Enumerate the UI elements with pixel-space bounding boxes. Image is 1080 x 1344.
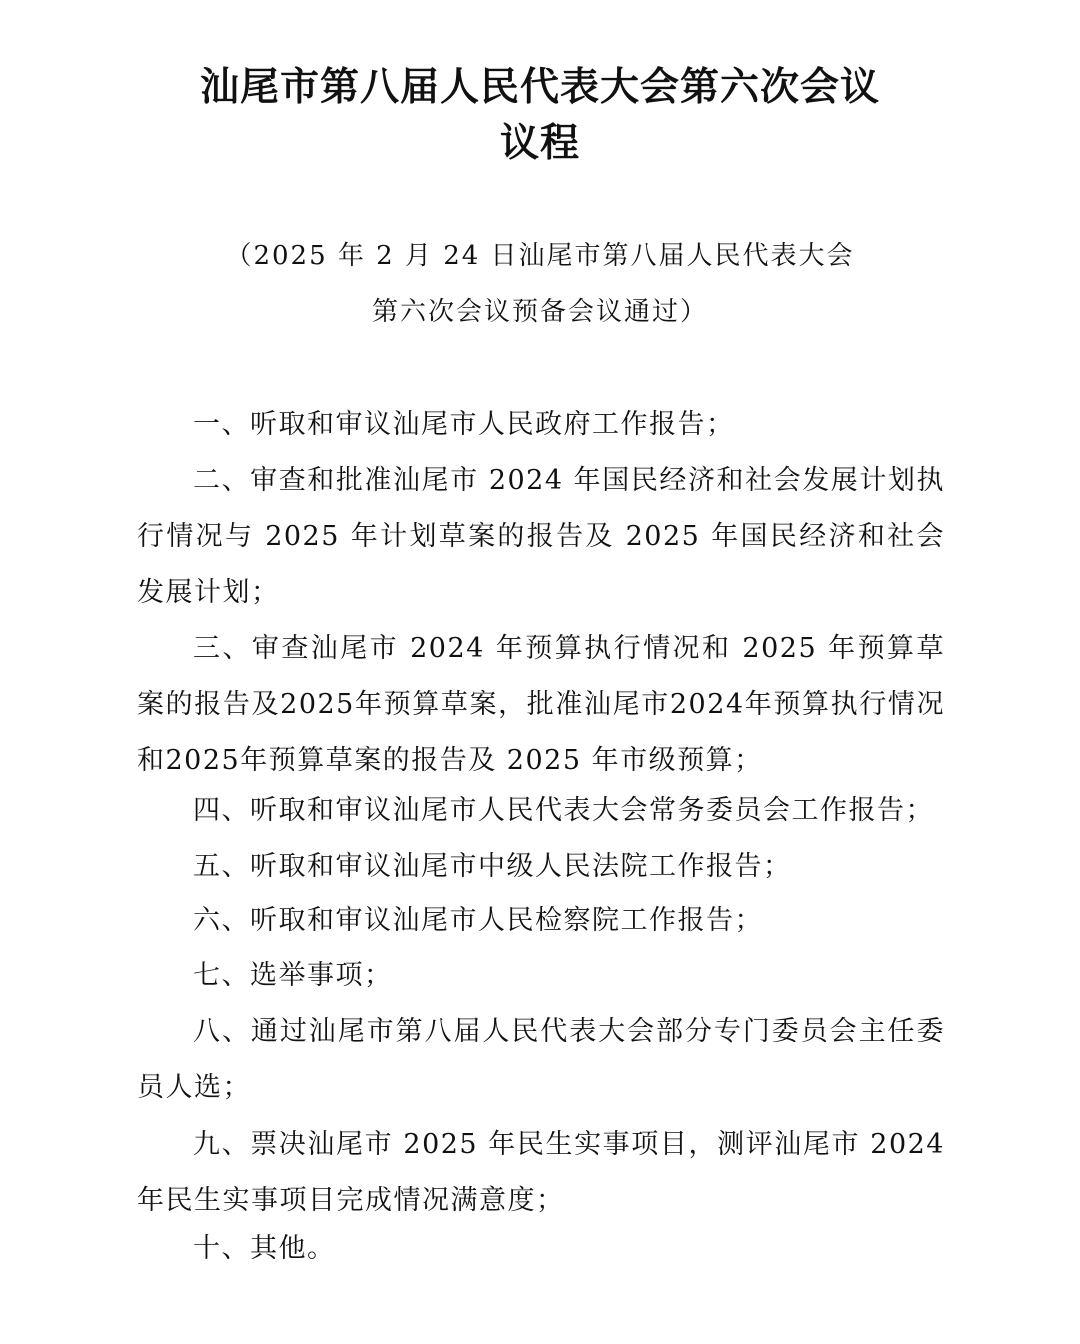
agenda-item-8: 八、通过汕尾市第八届人民代表大会部分专门委员会主任委员人选； (137, 1016, 945, 1103)
agenda-item-2: 二、审查和批准汕尾市 2024 年国民经济和社会发展计划执行情况与 2025 年计划草案的报告及 2025 年国民经济和社会发展计划； (137, 465, 945, 608)
document-title-agenda: 议程 (499, 121, 580, 166)
agenda-item-10: 十、其他。 (193, 1233, 336, 1264)
agenda-item-4: 四、听取和审议汕尾市人民代表大会常务委员会工作报告； (193, 795, 934, 826)
adoption-note-line1: （2025 年 2 月 24 日汕尾市第八届人民代表大会 (225, 241, 855, 271)
agenda-item-6: 六、听取和审议汕尾市人民检察院工作报告； (193, 905, 763, 936)
agenda-item-7: 七、选举事项； (193, 960, 393, 991)
agenda-item-3: 三、审查汕尾市 2024 年预算执行情况和 2025 年预算草案的报告及2025年预算草案，批准汕尾市2024年预算执行情况和2025年预算草案的报告及 2025 年市级预算； (137, 633, 945, 776)
agenda-item-5: 五、听取和审议汕尾市中级人民法院工作报告； (193, 851, 792, 882)
agenda-item-9: 九、票决汕尾市 2025 年民生实事项目，测评汕尾市 2024 年民生实事项目完成情况满意度； (137, 1129, 945, 1216)
agenda-item-1: 一、听取和审议汕尾市人民政府工作报告； (193, 409, 735, 440)
adoption-note-line2: 第六次会议预备会议通过） (371, 297, 708, 327)
document-title: 汕尾市第八届人民代表大会第六次会议 (199, 65, 880, 110)
